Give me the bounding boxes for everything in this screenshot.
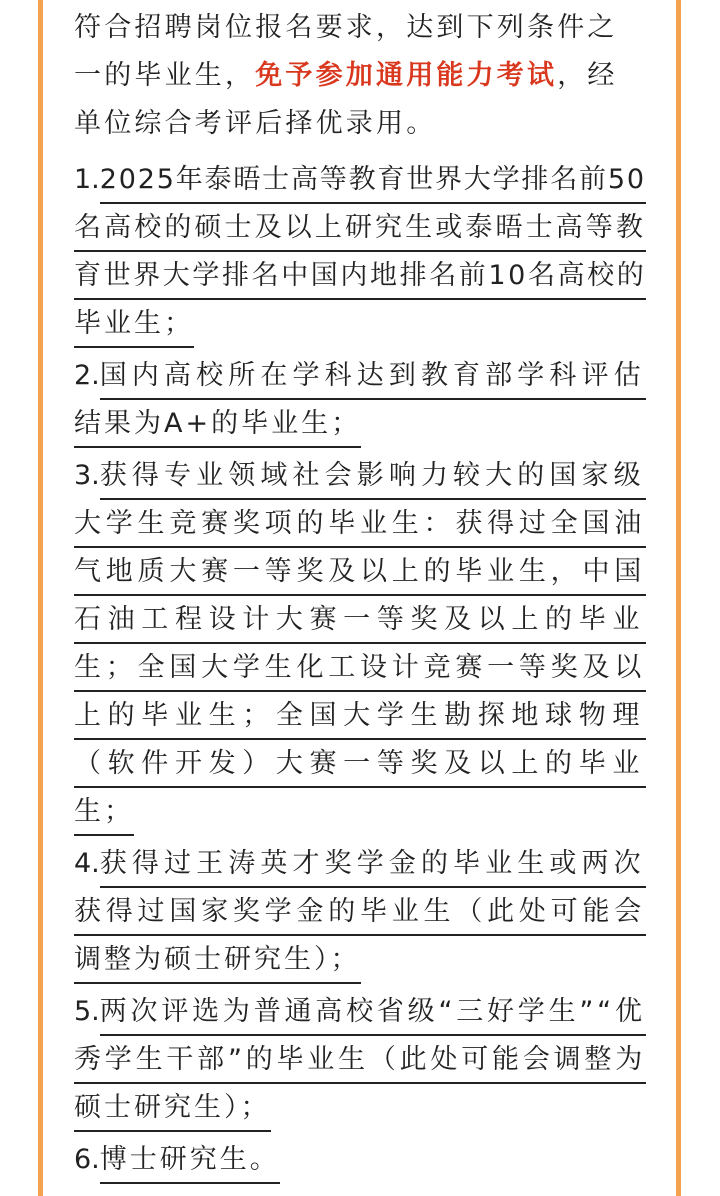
condition-line — [74, 692, 646, 740]
condition-line — [74, 252, 646, 300]
condition-text: 2025年泰晤士高等教育世界大学排名前50 — [100, 159, 646, 204]
intro-highlight: 免予参加通用能力考试 — [255, 60, 558, 91]
condition-line — [74, 596, 646, 644]
condition-text: 获得过王涛英才奖学金的毕业生或两次 — [100, 843, 646, 888]
condition-line — [74, 788, 646, 836]
condition-text: 秀学生干部”的毕业生（此处可能会调整为 — [74, 1039, 646, 1084]
article-content — [74, 4, 646, 1188]
condition-line — [74, 204, 646, 252]
condition-line — [74, 840, 646, 888]
condition-text: 大学生竞赛奖项的毕业生：获得过全国油 — [74, 503, 646, 548]
condition-text: 石油工程设计大赛一等奖及以上的毕业 — [74, 599, 646, 644]
right-orange-border — [676, 0, 681, 1196]
condition-line — [74, 156, 646, 204]
intro-text-1: 符合招聘岗位报名要求，达到下列条件之一的毕业生， — [74, 12, 618, 91]
condition-text: 生；全国大学生化工设计竞赛一等奖及以 — [74, 647, 646, 692]
condition-text: 结果为A+的毕业生； — [74, 403, 361, 448]
condition-line — [74, 1136, 646, 1184]
condition-line — [74, 500, 646, 548]
condition-text: 博士研究生。 — [100, 1139, 280, 1184]
condition-text: 获得专业领域社会影响力较大的国家级 — [100, 455, 646, 500]
condition-number: 3. — [74, 460, 100, 491]
condition-item-3 — [74, 452, 646, 836]
condition-item-5 — [74, 988, 646, 1132]
condition-line — [74, 300, 646, 348]
condition-text: （软件开发）大赛一等奖及以上的毕业 — [74, 743, 646, 788]
condition-text: 上的毕业生；全国大学生勘探地球物理 — [74, 695, 646, 740]
condition-text: 毕业生； — [74, 303, 194, 348]
condition-list — [74, 156, 646, 1184]
condition-text: 硕士研究生）； — [74, 1087, 271, 1132]
condition-number: 5. — [74, 996, 100, 1027]
condition-item-4 — [74, 840, 646, 984]
condition-line — [74, 936, 646, 984]
condition-line — [74, 988, 646, 1036]
condition-line — [74, 452, 646, 500]
condition-item-1 — [74, 156, 646, 348]
condition-number: 2. — [74, 360, 100, 391]
condition-line — [74, 548, 646, 596]
left-orange-border — [38, 0, 43, 1196]
intro-paragraph — [74, 4, 646, 148]
condition-line — [74, 644, 646, 692]
condition-item-6 — [74, 1136, 646, 1184]
condition-line — [74, 352, 646, 400]
condition-text: 国内高校所在学科达到教育部学科评估 — [100, 355, 646, 400]
condition-text: 两次评选为普通高校省级“三好学生”“优 — [100, 991, 646, 1036]
condition-line — [74, 400, 646, 448]
condition-text: 生； — [74, 791, 134, 836]
condition-number: 4. — [74, 848, 100, 879]
condition-text: 育世界大学排名中国内地排名前10名高校的 — [74, 255, 646, 300]
condition-line — [74, 1084, 646, 1132]
condition-text: 调整为硕士研究生）； — [74, 939, 361, 984]
condition-line — [74, 740, 646, 788]
condition-line — [74, 1036, 646, 1084]
condition-line — [74, 888, 646, 936]
condition-item-2 — [74, 352, 646, 448]
condition-text: 获得过国家奖学金的毕业生（此处可能会 — [74, 891, 646, 936]
condition-text: 气地质大赛一等奖及以上的毕业生，中国 — [74, 551, 646, 596]
intro-text-2: ，经单位综合考评后择优录用。 — [74, 60, 618, 139]
condition-number: 1. — [74, 164, 100, 195]
condition-number: 6. — [74, 1144, 100, 1175]
condition-text: 名高校的硕士及以上研究生或泰晤士高等教 — [74, 207, 646, 252]
